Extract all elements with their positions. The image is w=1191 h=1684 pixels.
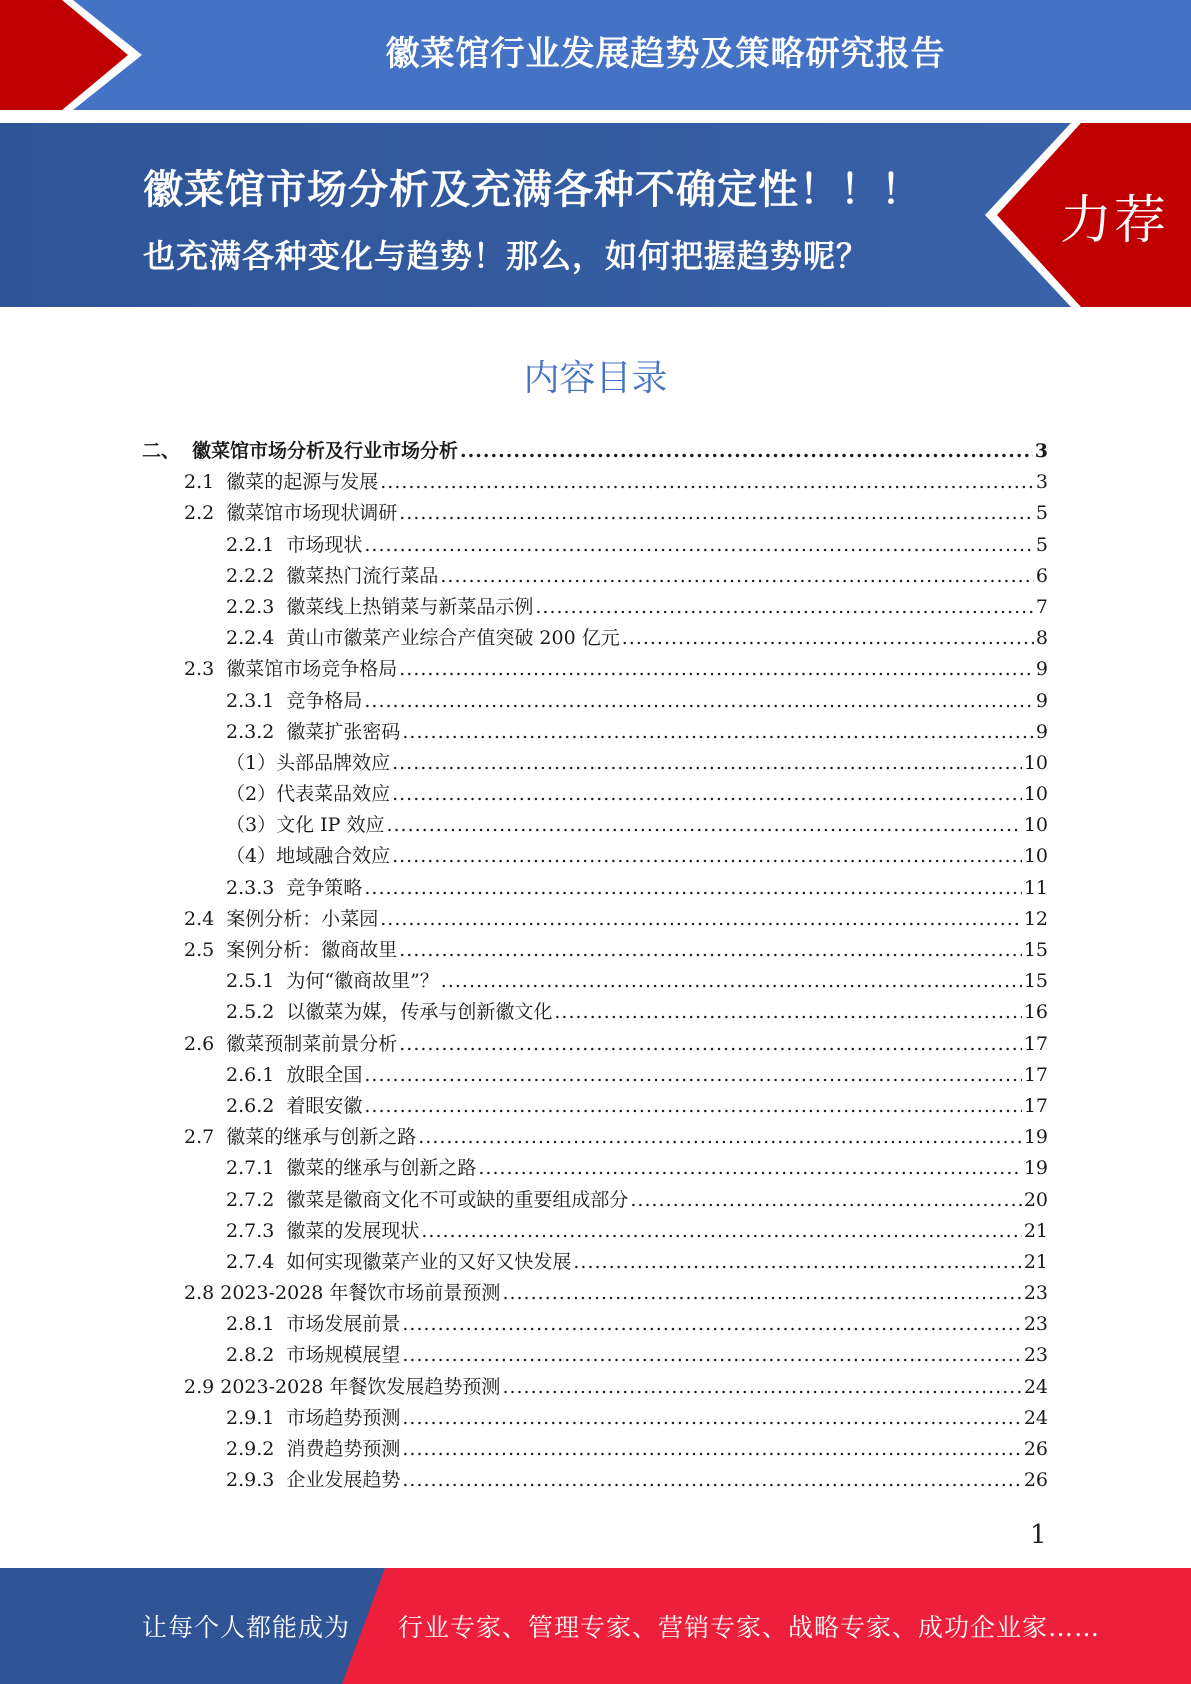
- toc-entry-title: [226, 966, 439, 997]
- toc-entry[interactable]: [142, 1465, 1048, 1496]
- toc-entry-title: [226, 592, 533, 623]
- toc-entry-page: 23: [1023, 1282, 1048, 1305]
- toc-entry-page: 8: [1035, 627, 1048, 650]
- toc-entry-page: 26: [1023, 1469, 1048, 1492]
- toc-entry-page: 15: [1023, 970, 1048, 993]
- toc-entry-number: 2.2.3: [226, 595, 275, 618]
- toc-entry-text: 市场规模展望: [286, 1344, 401, 1367]
- toc-dot-leader: [535, 592, 1034, 623]
- toc-entry-number: 2.3.2: [226, 720, 275, 743]
- toc-entry-number: 2.1: [184, 471, 215, 494]
- toc-entry-text: 徽菜的继承与创新之路: [226, 1126, 417, 1149]
- toc-entry-text: 竞争格局: [286, 689, 363, 712]
- toc-dot-leader: [399, 498, 1034, 529]
- toc-entry-text: 案例分析：小菜园: [226, 907, 379, 930]
- toc-entry-page: 9: [1035, 689, 1048, 712]
- toc-entry-number: 2.4: [184, 907, 215, 930]
- toc-dot-leader: [573, 1247, 1021, 1278]
- toc-dot-leader: [421, 1216, 1021, 1247]
- toc-entry-title: [226, 561, 438, 592]
- toc-entry-page: 19: [1023, 1126, 1048, 1149]
- toc-entry-text: （1）头部品牌效应: [226, 751, 391, 774]
- page-number: 1: [1030, 1520, 1047, 1550]
- toc-entry-number: 2.7.4: [226, 1250, 275, 1273]
- toc-entry-title: [184, 1372, 500, 1403]
- toc-entry-page: 21: [1023, 1219, 1048, 1242]
- toc-entry-title: [142, 436, 458, 467]
- toc-entry-title: [226, 1247, 571, 1278]
- toc-dot-leader: [554, 997, 1021, 1028]
- toc-entry-page: 10: [1023, 814, 1048, 837]
- toc-entry-page: 17: [1023, 1094, 1048, 1117]
- toc-entry-text: 如何实现徽菜产业的又好又快发展: [286, 1250, 572, 1273]
- recommend-badge: 力荐: [1060, 191, 1169, 251]
- toc-dot-leader: [392, 779, 1022, 810]
- toc-entry-text: 为何“徽商故里”？: [286, 970, 439, 993]
- toc-entry[interactable]: [142, 1060, 1048, 1091]
- toc-entry-page: 11: [1023, 876, 1048, 899]
- toc-entry[interactable]: [142, 530, 1048, 561]
- top-banner: [0, 0, 1191, 110]
- toc-entry-text: （2）代表菜品效应: [226, 783, 391, 806]
- toc-entry-page: 24: [1023, 1406, 1048, 1429]
- toc-dot-leader: [418, 1122, 1022, 1153]
- toc-entry-text: 以徽菜为媒，传承与创新徽文化: [286, 1001, 553, 1024]
- toc-entry[interactable]: [142, 997, 1048, 1028]
- toc-entry-title: [226, 1403, 400, 1434]
- toc-entry-number: 2.3: [184, 658, 215, 681]
- toc-dot-leader: [478, 1153, 1021, 1184]
- toc-entry[interactable]: [142, 592, 1048, 623]
- toc-entry-text: 企业发展趋势: [286, 1469, 401, 1492]
- toc-dot-leader: [502, 1372, 1021, 1403]
- toc-entry-number: 2.7: [184, 1126, 215, 1149]
- toc-entry[interactable]: [142, 1340, 1048, 1371]
- toc-entry-page: 17: [1023, 1063, 1048, 1086]
- toc-entry-number: 2.7.2: [226, 1188, 275, 1211]
- toc-entry-text: 徽菜线上热销菜与新菜品示例: [286, 595, 534, 618]
- toc-entry[interactable]: [142, 1091, 1048, 1122]
- toc-dot-leader: [630, 1185, 1021, 1216]
- toc-dot-leader: [364, 1091, 1021, 1122]
- toc-entry-page: 9: [1035, 720, 1048, 743]
- toc-entry-text: 徽菜的继承与创新之路: [286, 1157, 477, 1180]
- toc-dot-leader: [440, 561, 1034, 592]
- toc-entry-page: 17: [1023, 1032, 1048, 1055]
- toc-entry[interactable]: [142, 810, 1048, 841]
- toc-dot-leader: [460, 436, 1033, 467]
- toc-entry-text: 案例分析：徽商故里: [226, 939, 398, 961]
- toc-entry-title: [184, 1122, 416, 1153]
- toc-entry-number: 2.7.1: [226, 1157, 275, 1180]
- toc-entry[interactable]: [142, 1372, 1048, 1403]
- toc-entry-title: [226, 1309, 400, 1340]
- toc-entry-title: [226, 623, 620, 654]
- toc-entry-number: 2.5.1: [226, 970, 275, 993]
- toc-entry[interactable]: [142, 904, 1048, 935]
- toc-entry-text: 徽菜的发展现状: [286, 1219, 420, 1242]
- toc-entry-number: 2.2.1: [226, 533, 275, 556]
- toc-entry-page: 10: [1023, 783, 1048, 806]
- toc-entry[interactable]: [142, 467, 1048, 498]
- toc-entry-text: 徽菜馆市场现状调研: [226, 502, 398, 525]
- toc-entry-page: 9: [1035, 658, 1048, 681]
- toc-entry-text: 黄山市徽菜产业综合产值突破 200 亿元: [286, 627, 620, 650]
- toc-entry-page: 26: [1023, 1438, 1048, 1460]
- toc-entry-title: [226, 873, 362, 904]
- toc-entry-text: （4）地域融合效应: [226, 845, 391, 868]
- toc-entry-number: 2.3.3: [226, 876, 275, 899]
- toc-entry[interactable]: [142, 686, 1048, 717]
- toc-entry-page: 3: [1035, 471, 1048, 494]
- toc-entry-text: 徽菜馆市场竞争格局: [226, 658, 398, 681]
- toc-entry-title: [184, 654, 397, 685]
- toc-dot-leader: [380, 467, 1034, 498]
- toc-dot-leader: [364, 873, 1021, 904]
- toc-entry[interactable]: [142, 1029, 1048, 1060]
- toc-entry-title: [226, 1091, 362, 1122]
- toc-entry-title: [226, 686, 362, 717]
- toc-list: [142, 436, 1048, 1496]
- toc-entry-page: 10: [1023, 751, 1048, 774]
- toc-entry-title: [226, 1340, 400, 1371]
- toc-entry-number: 2.2.2: [226, 564, 275, 587]
- top-arrow-decoration: [0, 0, 160, 110]
- toc-entry-text: 徽菜的起源与发展: [226, 471, 379, 494]
- footer-slogan-left: 让每个人都能成为: [142, 1613, 351, 1642]
- toc-entry-number: 2.6.2: [226, 1094, 275, 1117]
- toc-entry[interactable]: [142, 1153, 1048, 1184]
- toc-dot-leader: [622, 623, 1034, 654]
- toc-entry-text: 消费趋势预测: [286, 1438, 401, 1460]
- toc-entry-page: 10: [1023, 845, 1048, 868]
- toc-entry-page: 12: [1023, 907, 1048, 930]
- toc-entry[interactable]: [142, 841, 1048, 872]
- toc-entry-page: 7: [1035, 595, 1048, 618]
- toc-dot-leader: [364, 530, 1034, 561]
- toc-entry[interactable]: [142, 935, 1048, 966]
- toc-dot-leader: [364, 686, 1034, 717]
- toc-entry-title: [226, 841, 390, 872]
- toc-entry[interactable]: [142, 1122, 1048, 1153]
- toc-entry[interactable]: [142, 498, 1048, 529]
- toc-entry-text: 2.9 2023-2028 年餐饮发展趋势预测: [184, 1375, 501, 1398]
- hero-banner: [0, 123, 1191, 307]
- toc-entry-text: 着眼安徽: [286, 1094, 363, 1117]
- toc-entry-number: 2.9.3: [226, 1469, 275, 1492]
- toc-entry-number: 2.8.2: [226, 1344, 275, 1367]
- toc-entry-number: 2.2: [184, 502, 215, 525]
- toc-entry-number: 2.6.1: [226, 1063, 275, 1086]
- toc-entry[interactable]: [142, 717, 1048, 748]
- toc-entry-title: [226, 717, 400, 748]
- toc-entry-title: [184, 498, 397, 529]
- toc-entry[interactable]: [142, 623, 1048, 654]
- toc-entry-title: [226, 1153, 476, 1184]
- toc-entry-number: 2.5.2: [226, 1001, 275, 1024]
- toc-entry-title: [184, 904, 378, 935]
- toc-dot-leader: [402, 1434, 1021, 1465]
- toc-entry[interactable]: [142, 873, 1048, 904]
- toc-entry-page: 6: [1035, 564, 1048, 587]
- toc-entry-title: [226, 1185, 628, 1216]
- toc-entry-number: 2.8.1: [226, 1313, 275, 1336]
- toc-entry[interactable]: [142, 1216, 1048, 1247]
- toc-entry-page: 5: [1035, 502, 1048, 525]
- toc-entry-page: 5: [1035, 533, 1048, 556]
- toc-dot-leader: [441, 966, 1022, 997]
- toc-entry[interactable]: [142, 1185, 1048, 1216]
- toc-entry-text: 徽菜热门流行菜品: [286, 564, 439, 587]
- toc-entry[interactable]: [142, 748, 1048, 779]
- toc-entry-title: [226, 1060, 362, 1091]
- hero-headline: 徽菜馆市场分析及充满各种不确定性！！！: [143, 167, 922, 213]
- toc-entry-number: 2.6: [184, 1032, 215, 1055]
- hero-subheadline: 也充满各种变化与趋势！那么，如何把握趋势呢？: [143, 237, 870, 275]
- report-title: 徽菜馆行业发展趋势及策略研究报告: [385, 34, 946, 74]
- toc-entry-title: [226, 530, 362, 561]
- toc-entry-text: 徽菜预制菜前景分析: [226, 1032, 398, 1055]
- toc-entry[interactable]: [142, 966, 1048, 997]
- toc-entry[interactable]: [142, 561, 1048, 592]
- toc-entry-text: （3）文化 IP 效应: [226, 814, 385, 837]
- toc-dot-leader: [402, 1465, 1021, 1496]
- toc-dot-leader: [402, 1403, 1021, 1434]
- toc-heading: 内容目录: [523, 358, 668, 399]
- toc-entry-page: 3: [1034, 440, 1048, 462]
- toc-entry-text: 市场现状: [286, 533, 363, 556]
- toc-entry-title: [226, 1434, 400, 1465]
- toc-entry-page: 21: [1023, 1250, 1048, 1273]
- toc-entry[interactable]: [142, 1247, 1048, 1278]
- toc-entry-page: 16: [1023, 1001, 1048, 1024]
- toc-dot-leader: [502, 1278, 1021, 1309]
- footer: [0, 1568, 1191, 1684]
- toc-entry[interactable]: [142, 1278, 1048, 1309]
- toc-dot-leader: [399, 935, 1022, 966]
- toc-entry-title: [184, 467, 378, 498]
- toc-dot-leader: [402, 717, 1034, 748]
- toc-entry-text: 2.8 2023-2028 年餐饮市场前景预测: [184, 1282, 501, 1305]
- toc-entry-text: 放眼全国: [286, 1063, 363, 1086]
- toc-entry-title: [184, 1029, 397, 1060]
- toc-dot-leader: [402, 1340, 1021, 1371]
- toc-entry[interactable]: [142, 1309, 1048, 1340]
- toc-entry-number: 二、: [142, 440, 181, 462]
- toc-entry-title: [226, 1216, 419, 1247]
- toc-dot-leader: [402, 1309, 1021, 1340]
- toc-entry-page: 23: [1023, 1344, 1048, 1367]
- toc-entry[interactable]: [142, 654, 1048, 685]
- toc-entry-title: [226, 997, 552, 1028]
- toc-dot-leader: [380, 904, 1022, 935]
- toc-dot-leader: [392, 841, 1022, 872]
- toc-entry-text: 徽菜是徽商文化不可或缺的重要组成部分: [286, 1188, 629, 1211]
- toc-entry-text: 竞争策略: [286, 876, 363, 899]
- toc-entry-number: 2.9.2: [226, 1438, 275, 1460]
- toc-dot-leader: [364, 1060, 1021, 1091]
- toc-entry-page: 20: [1023, 1188, 1048, 1211]
- toc-entry[interactable]: [142, 436, 1048, 467]
- toc-entry-number: 2.7.3: [226, 1219, 275, 1242]
- toc-entry[interactable]: [142, 779, 1048, 810]
- toc-dot-leader: [392, 748, 1022, 779]
- toc-entry-title: [226, 779, 390, 810]
- toc-entry-text: 市场趋势预测: [286, 1406, 401, 1429]
- toc-entry-page: 19: [1023, 1157, 1048, 1180]
- toc-entry-number: 2.9.1: [226, 1406, 275, 1429]
- toc-entry-number: 2.2.4: [226, 627, 275, 650]
- toc-entry-title: [226, 1465, 400, 1496]
- toc-entry[interactable]: [142, 1434, 1048, 1465]
- footer-slogan-right: 行业专家、管理专家、营销专家、战略专家、成功企业家……: [398, 1613, 1101, 1642]
- toc-entry-number: 2.5: [184, 939, 215, 961]
- toc-entry-title: [184, 935, 397, 966]
- toc-dot-leader: [386, 810, 1021, 841]
- toc-entry-title: [184, 1278, 500, 1309]
- toc-entry-title: [226, 810, 384, 841]
- toc-entry-text: 徽菜扩张密码: [286, 720, 401, 743]
- toc-entry-page: 23: [1023, 1313, 1048, 1336]
- toc-entry-page: 24: [1023, 1375, 1048, 1398]
- toc-dot-leader: [399, 654, 1034, 685]
- toc-entry-title: [226, 748, 390, 779]
- toc-entry-number: 2.3.1: [226, 689, 275, 712]
- toc-entry-page: 15: [1023, 939, 1048, 961]
- toc-entry-text: 市场发展前景: [286, 1313, 401, 1336]
- toc-entry-text: 徽菜馆市场分析及行业市场分析: [192, 440, 459, 462]
- toc-entry[interactable]: [142, 1403, 1048, 1434]
- toc-dot-leader: [399, 1029, 1022, 1060]
